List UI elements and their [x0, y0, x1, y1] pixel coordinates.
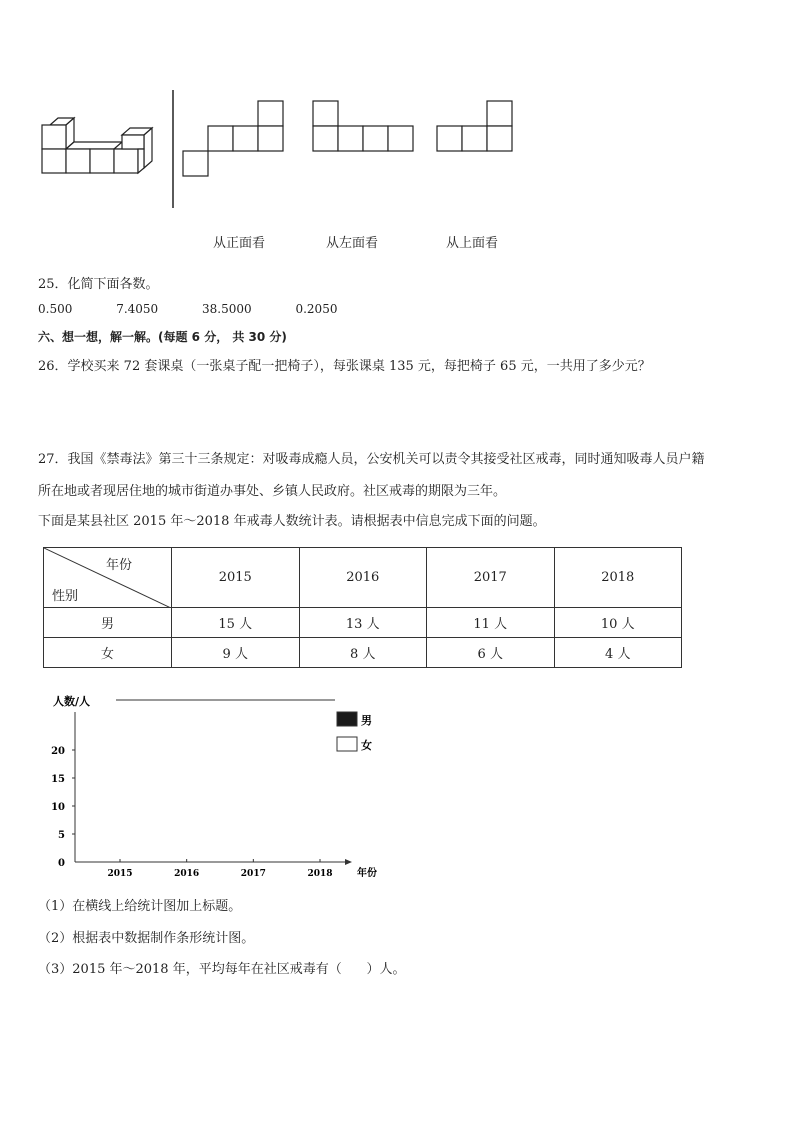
row-label: 女 — [44, 638, 172, 668]
section6-heading: 六、想一想，解一解。(每题 6 分， 共 30 分) — [38, 330, 287, 344]
y-tick-label: 20 — [51, 746, 65, 757]
chart-legend — [337, 712, 372, 752]
x-tick-label: 2015 — [107, 869, 133, 879]
table-cell: 6 人 — [427, 638, 555, 668]
table-cell: 13 人 — [299, 608, 427, 638]
chart-axes — [51, 712, 377, 879]
front-view-grid — [183, 101, 283, 176]
legend-label: 女 — [361, 739, 372, 752]
y-tick-label: 10 — [51, 802, 65, 813]
cube-views-figure — [0, 85, 560, 215]
sub-question-1: （1）在横线上给统计图加上标题。 — [38, 899, 242, 914]
table-cell: 10 人 — [554, 608, 682, 638]
number-item: 38.5000 — [202, 302, 252, 316]
left-view-label: 从左面看 — [326, 236, 379, 251]
q27-line1: 27．我国《禁毒法》第三十三条规定：对吸毒成瘾人员，公安机关可以责令其接受社区戒毒，同时通知吸毒人员户籍 — [38, 452, 705, 467]
year-header: 2015 — [172, 548, 300, 608]
corner-year-label: 年份 — [106, 558, 133, 573]
x-tick-label: 2017 — [240, 869, 266, 879]
table-cell: 9 人 — [172, 638, 300, 668]
drug-rehab-stats-table — [43, 547, 682, 668]
number-item: 0.2050 — [295, 302, 338, 316]
x-tick-label: 2018 — [307, 869, 333, 879]
table-cell: 4 人 — [554, 638, 682, 668]
table-cell: 8 人 — [299, 638, 427, 668]
table-row — [44, 638, 682, 668]
top-view-grid — [437, 101, 512, 151]
table-cell: 15 人 — [172, 608, 300, 638]
q25-numbers — [38, 302, 377, 316]
corner-gender-label: 性别 — [52, 589, 79, 604]
year-header: 2016 — [299, 548, 427, 608]
bar-chart — [30, 690, 390, 885]
y-tick-label: 15 — [51, 774, 65, 785]
legend-swatch — [337, 737, 357, 751]
legend-swatch — [337, 712, 357, 726]
sub-question-3: （3）2015 年～2018 年，平均每年在社区戒毒有（ ）人。 — [38, 962, 406, 977]
left-view-grid — [313, 101, 413, 151]
number-item: 7.4050 — [116, 302, 159, 316]
y-tick-label: 0 — [58, 858, 65, 869]
q26-text: 26．学校买来 72 套课桌（一张桌子配一把椅子），每张课桌 135 元，每把椅子 65 元，一共用了多少元？ — [38, 359, 651, 374]
cube-solid-figure — [42, 118, 152, 173]
chart-x-axis-label: 年份 — [357, 868, 377, 879]
year-header: 2018 — [554, 548, 682, 608]
top-view-label: 从上面看 — [446, 236, 499, 251]
q27-line2: 所在地或者现居住地的城市街道办事处、乡镇人民政府。社区戒毒的期限为三年。 — [38, 484, 507, 499]
front-view-label: 从正面看 — [213, 236, 266, 251]
y-tick-label: 5 — [58, 830, 65, 841]
table-cell: 11 人 — [427, 608, 555, 638]
table-corner-cell — [44, 548, 172, 608]
number-item: 0.500 — [38, 302, 73, 316]
table-row — [44, 608, 682, 638]
legend-label: 男 — [361, 714, 372, 727]
x-tick-label: 2016 — [174, 869, 200, 879]
row-label: 男 — [44, 608, 172, 638]
sub-question-2: （2）根据表中数据制作条形统计图。 — [38, 931, 255, 946]
year-header: 2017 — [427, 548, 555, 608]
chart-y-axis-label: 人数/人 — [53, 695, 91, 708]
x-axis-arrow — [345, 859, 352, 865]
q27-line3: 下面是某县社区 2015 年～2018 年戒毒人数统计表。请根据表中信息完成下面的问题。 — [38, 514, 546, 529]
q25-prompt: 25．化简下面各数。 — [38, 277, 159, 292]
